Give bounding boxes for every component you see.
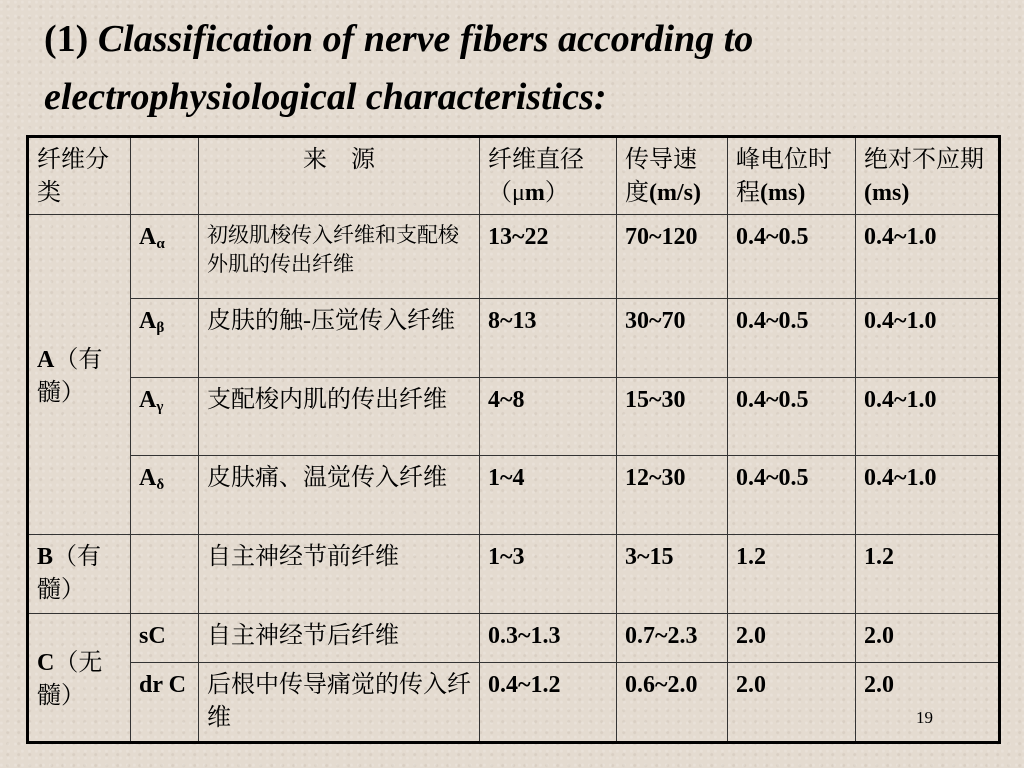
velocity-cell: 30~70 [617, 299, 728, 378]
header-cell: 纤维分类 [28, 137, 131, 215]
diameter-cell: 0.3~1.3 [480, 614, 617, 663]
refractory-cell: 2.0 [856, 663, 1000, 743]
header-cell: 峰电位时程(ms) [728, 137, 856, 215]
velocity-cell: 0.6~2.0 [617, 663, 728, 743]
table-row [28, 299, 1000, 378]
spike-cell: 1.2 [728, 535, 856, 614]
table-row [28, 215, 1000, 299]
header-cell: 来 源 [199, 137, 480, 215]
velocity-cell: 12~30 [617, 456, 728, 535]
slide-title [44, 10, 1004, 126]
subtype-main: sC [139, 623, 166, 649]
velocity-cell: 15~30 [617, 378, 728, 456]
source-cell: 皮肤的触-压觉传入纤维 [199, 299, 480, 378]
title-text-line1: Classification of nerve fibers according to [97, 18, 754, 60]
refractory-cell: 0.4~1.0 [856, 299, 1000, 378]
fiber-subtype-cell [131, 614, 199, 663]
diameter-cell: 0.4~1.2 [480, 663, 617, 743]
source-cell: 后根中传导痛觉的传入纤维 [199, 663, 480, 743]
nerve-fiber-table [26, 135, 1001, 744]
source-cell: 支配梭内肌的传出纤维 [199, 378, 480, 456]
page-number: 19 [916, 708, 933, 727]
fiber-subtype-cell [131, 535, 199, 614]
fiber-class-cell: A（有髓） [28, 215, 131, 535]
diameter-cell: 8~13 [480, 299, 617, 378]
spike-cell: 0.4~0.5 [728, 456, 856, 535]
title-number: (1) [44, 18, 98, 60]
subtype-subscript: α [156, 236, 165, 252]
velocity-cell: 0.7~2.3 [617, 614, 728, 663]
subtype-subscript: β [156, 320, 165, 336]
table-row [28, 614, 1000, 663]
source-cell: 自主神经节前纤维 [199, 535, 480, 614]
subtype-main: A [139, 465, 157, 491]
header-cell: 传导速度(m/s) [617, 137, 728, 215]
velocity-cell: 70~120 [617, 215, 728, 299]
fiber-class-cell: B（有髓） [28, 535, 131, 614]
fiber-subtype-cell [131, 215, 199, 299]
diameter-cell: 4~8 [480, 378, 617, 456]
fiber-subtype-cell [131, 663, 199, 743]
refractory-cell: 2.0 [856, 614, 1000, 663]
spike-cell: 0.4~0.5 [728, 378, 856, 456]
spike-cell: 0.4~0.5 [728, 299, 856, 378]
title-text-line2: electrophysiological characteristics: [44, 76, 607, 118]
spike-cell: 2.0 [728, 663, 856, 743]
spike-cell: 0.4~0.5 [728, 215, 856, 299]
subtype-main: A [139, 308, 157, 334]
diameter-cell: 13~22 [480, 215, 617, 299]
spike-cell: 2.0 [728, 614, 856, 663]
refractory-cell: 1.2 [856, 535, 1000, 614]
fiber-subtype-cell [131, 378, 199, 456]
velocity-cell: 3~15 [617, 535, 728, 614]
table-row [28, 456, 1000, 535]
refractory-cell: 0.4~1.0 [856, 378, 1000, 456]
diameter-cell: 1~4 [480, 456, 617, 535]
fiber-subtype-cell [131, 456, 199, 535]
table-row [28, 535, 1000, 614]
refractory-cell: 0.4~1.0 [856, 215, 1000, 299]
refractory-cell: 0.4~1.0 [856, 456, 1000, 535]
subtype-main: A [139, 387, 157, 413]
header-cell: 纤维直径（μm） [480, 137, 617, 215]
table-header-row [28, 137, 1000, 215]
subtype-subscript: γ [156, 399, 164, 415]
fiber-class-cell: C（无髓） [28, 614, 131, 743]
table-row [28, 378, 1000, 456]
subtype-main: A [139, 224, 157, 250]
diameter-cell: 1~3 [480, 535, 617, 614]
source-cell: 皮肤痛、温觉传入纤维 [199, 456, 480, 535]
subtype-subscript: δ [156, 477, 165, 493]
fiber-subtype-cell [131, 299, 199, 378]
header-cell: 绝对不应期(ms) [856, 137, 1000, 215]
table-row [28, 663, 1000, 743]
header-cell [131, 137, 199, 215]
source-cell: 初级肌梭传入纤维和支配梭外肌的传出纤维 [199, 215, 480, 299]
subtype-main: dr C [139, 672, 186, 698]
source-cell: 自主神经节后纤维 [199, 614, 480, 663]
